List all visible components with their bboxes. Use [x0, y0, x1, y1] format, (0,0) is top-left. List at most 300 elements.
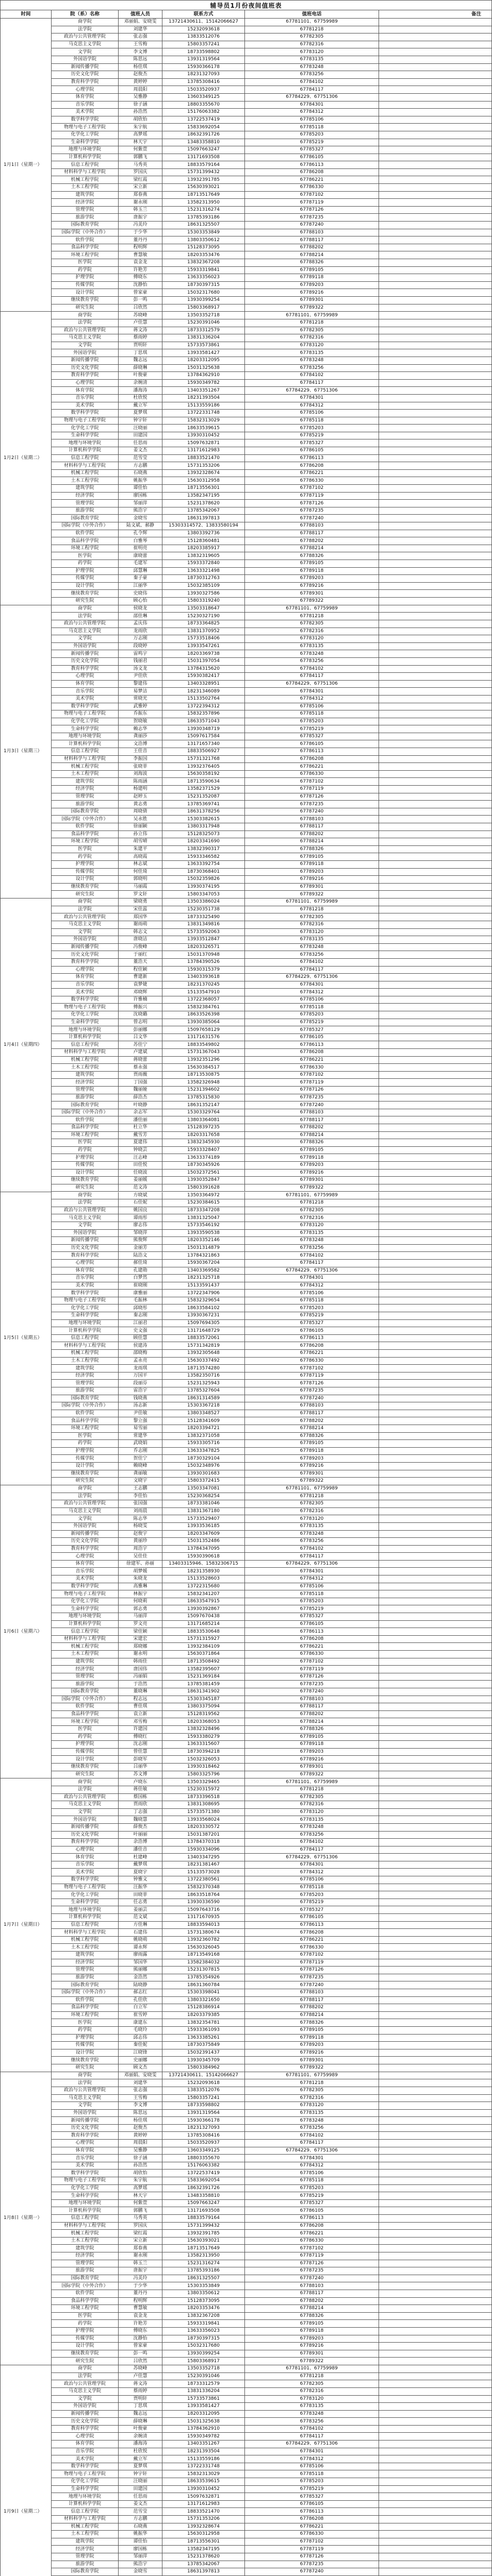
- remark-cell: [379, 86, 492, 94]
- duty-person: 金浩然: [119, 1974, 162, 1982]
- contact-number: 13483358810: [162, 2192, 245, 2200]
- duty-person: 于浩然: [119, 1681, 162, 1688]
- remark-cell: [379, 2155, 492, 2162]
- department-name: 体育学院: [52, 387, 119, 395]
- remark-cell: [379, 229, 492, 237]
- duty-phone: 67788202: [245, 1711, 379, 1719]
- contact-number: 18231327093: [162, 2125, 245, 2132]
- duty-phone: 67786221: [245, 1643, 379, 1651]
- remark-cell: [379, 1861, 492, 1869]
- remark-cell: [379, 981, 492, 989]
- duty-person: 徐丽颖: [119, 823, 162, 831]
- contact-number: 15303329764: [162, 1109, 245, 1117]
- duty-person: 沈静怡: [119, 2335, 162, 2343]
- duty-phone: 67782305: [245, 1500, 379, 1508]
- duty-phone: 67786221: [245, 1937, 379, 1944]
- contact-number: 18203385917: [162, 545, 245, 553]
- department-name: 新闻传播学院: [52, 944, 119, 952]
- duty-phone: 67789118: [245, 274, 379, 282]
- remark-cell: [379, 244, 492, 252]
- department-name: 医学院: [52, 2019, 119, 2027]
- remark-cell: [379, 1688, 492, 1696]
- table-row: [52, 1290, 492, 1297]
- duty-person: 姚晓萌: [119, 1937, 162, 1944]
- duty-phone: 67785219: [245, 432, 379, 440]
- duty-phone: 67784102: [245, 2426, 379, 2433]
- remark-cell: [379, 1433, 492, 1440]
- department-name: 护理学院: [52, 2328, 119, 2335]
- duty-phone: 67789105: [245, 1734, 379, 1741]
- contact-number: 18713530875: [162, 1072, 245, 1079]
- duty-phone: 67787102: [245, 2245, 379, 2252]
- table-row: [52, 2470, 492, 2478]
- contact-number: 13633356023: [162, 274, 245, 282]
- duty-person: 卢佳慧: [119, 2373, 162, 2381]
- remark-cell: [379, 1478, 492, 1485]
- department-name: 药学院: [52, 267, 119, 275]
- contact-number: 13403351267: [162, 2441, 245, 2448]
- contact-number: 18833579164: [162, 2215, 245, 2223]
- table-row: [52, 515, 492, 522]
- remark-cell: [379, 1816, 492, 1824]
- contact-number: 13503352718: [162, 2365, 245, 2373]
- department-name: 管理学院: [52, 1673, 119, 1681]
- duty-person: 邱志伟: [119, 2035, 162, 2042]
- remark-cell: [379, 1402, 492, 1410]
- department-name: 医学院: [52, 259, 119, 267]
- department-name: 美术学院: [52, 989, 119, 996]
- duty-person: 康晓蕾: [119, 552, 162, 560]
- table-row: [52, 2373, 492, 2381]
- contact-number: 18203326571: [162, 944, 245, 952]
- department-name: 软件学院: [52, 1116, 119, 1124]
- table-row: [52, 748, 492, 756]
- duty-person: 乔振东: [119, 710, 162, 718]
- table-row: [52, 1267, 492, 1275]
- duty-person: 薛晓琳: [119, 365, 162, 372]
- table-row: [52, 425, 492, 432]
- duty-phone: 67787102: [245, 778, 379, 786]
- remark-cell: [379, 1049, 492, 1057]
- remark-cell: [379, 289, 492, 297]
- remark-cell: [379, 921, 492, 929]
- table-row: [52, 1282, 492, 1290]
- remark-cell: [379, 1718, 492, 1726]
- department-name: 文学院: [52, 929, 119, 937]
- duty-phone: 67787126: [245, 793, 379, 801]
- duty-phone: 67786105: [245, 1327, 379, 1335]
- duty-person: 潘佳丽: [119, 1116, 162, 1124]
- contact-number: 15803357241: [162, 41, 245, 49]
- department-name: 材料科学与工程学院: [52, 1929, 119, 1937]
- duty-phone: 67786330: [245, 1651, 379, 1658]
- remark-cell: [379, 161, 492, 169]
- duty-person: 方佳琳: [119, 1922, 162, 1929]
- department-name: 信息工程学院: [52, 455, 119, 463]
- contact-number: 13582313950: [162, 199, 245, 207]
- duty-phone: 67786113: [245, 1628, 379, 1636]
- duty-phone: 67783248: [245, 944, 379, 952]
- duty-phone: 67789105: [245, 560, 379, 568]
- duty-phone: 67786330: [245, 184, 379, 192]
- duty-person: 刘海波: [119, 771, 162, 778]
- department-name: 经济学院: [52, 1372, 119, 1380]
- contact-number: 18203353476: [162, 2305, 245, 2313]
- duty-phone: 67789118: [245, 2328, 379, 2335]
- table-row: [52, 1794, 492, 1802]
- remark-cell: [379, 1658, 492, 1666]
- duty-phone: 67784229、67751306: [245, 1561, 379, 1568]
- remark-cell: [379, 2192, 492, 2200]
- contact-number: 13930310452: [162, 432, 245, 440]
- table-row: [52, 2185, 492, 2193]
- remark-cell: [379, 1342, 492, 1350]
- remark-cell: [379, 1681, 492, 1688]
- table-row: [52, 2035, 492, 2042]
- duty-person: 石晓燕: [119, 2523, 162, 2531]
- department-name: 旅游学院: [52, 2267, 119, 2275]
- department-name: 软件学院: [52, 530, 119, 538]
- contact-number: 13930327586: [162, 590, 245, 598]
- duty-phone: 67784229、67751306: [245, 2147, 379, 2155]
- department-name: 设计学院: [52, 289, 119, 297]
- contact-number: 13930348719: [162, 725, 245, 733]
- department-name: 地理与环境学院: [52, 146, 119, 154]
- table-row: [52, 1011, 492, 1019]
- duty-person: 林振宇: [119, 1590, 162, 1598]
- table-row: [52, 1628, 492, 1636]
- duty-person: 徐子涵: [119, 101, 162, 109]
- contact-number: 13503318647: [162, 605, 245, 613]
- remark-cell: [379, 1455, 492, 1463]
- duty-person: 彭丽娜: [119, 1026, 162, 1034]
- table-row: [52, 1734, 492, 1741]
- day-block: [0, 1192, 492, 1485]
- table-row: [52, 2170, 492, 2177]
- day-block: [0, 605, 492, 899]
- remark-cell: [379, 1959, 492, 1967]
- duty-person: 于少华: [119, 229, 162, 237]
- department-name: 继续教育学院: [52, 297, 119, 304]
- duty-phone: 67787119: [245, 2252, 379, 2260]
- department-name: 土木工程学院: [52, 771, 119, 778]
- department-name: 研究生院: [52, 2358, 119, 2365]
- contact-number: 15803372415: [162, 1478, 245, 1485]
- department-name: 药学院: [52, 853, 119, 861]
- remark-cell: [379, 808, 492, 816]
- table-row: [52, 139, 492, 147]
- contact-number: 13784370318: [162, 1839, 245, 1846]
- duty-person: 龙雨琪: [119, 1365, 162, 1372]
- table-row: [52, 319, 492, 327]
- duty-person: 白立军: [119, 2004, 162, 2012]
- remark-cell: [379, 2252, 492, 2260]
- duty-person: 朱建平: [119, 846, 162, 854]
- contact-number: 15232093618: [162, 2079, 245, 2087]
- department-name: 机械工程学院: [52, 176, 119, 184]
- table-row: [52, 236, 492, 244]
- remark-cell: [379, 1072, 492, 1079]
- remark-cell: [379, 357, 492, 365]
- table-row: [52, 725, 492, 733]
- duty-phone: 67786208: [245, 169, 379, 177]
- remark-cell: [379, 2282, 492, 2290]
- table-row: [52, 2132, 492, 2140]
- department-name: 体育学院: [52, 974, 119, 981]
- duty-person: 曾家豪: [119, 289, 162, 297]
- duty-phone: 67788117: [245, 1703, 379, 1711]
- department-name: 药学院: [52, 1440, 119, 1448]
- contact-number: 13803317948: [162, 823, 245, 831]
- remark-cell: [379, 79, 492, 87]
- contact-number: 13930399254: [162, 2350, 245, 2358]
- duty-person: 魏晓慧: [119, 1816, 162, 1824]
- table-row: [52, 1696, 492, 1704]
- remark-cell: [379, 1711, 492, 1719]
- contact-number: 15832341207: [162, 1590, 245, 1598]
- department-name: 环境工程学院: [52, 545, 119, 553]
- department-name: 历史文化学院: [52, 951, 119, 959]
- duty-person: 熊俊辉: [119, 1237, 162, 1245]
- department-name: 信息工程学院: [52, 1922, 119, 1929]
- contact-number: 13933581427: [162, 2403, 245, 2411]
- department-name: 法学院: [52, 906, 119, 914]
- department-name: 心理学院: [52, 2140, 119, 2147]
- remark-cell: [379, 184, 492, 192]
- duty-person: 张志强: [119, 2087, 162, 2095]
- duty-person: 唐振宇: [119, 214, 162, 222]
- remark-cell: [379, 1417, 492, 1425]
- remark-cell: [379, 1643, 492, 1651]
- contact-number: 13932328674: [162, 2523, 245, 2531]
- remark-cell: [379, 740, 492, 748]
- department-name: 外国语学院: [52, 1230, 119, 1238]
- contact-number: 15733571380: [162, 1809, 245, 1817]
- duty-person: 黄丽珍: [119, 1538, 162, 1546]
- table-row: [52, 146, 492, 154]
- duty-phone: 67784229、67751306: [245, 681, 379, 688]
- department-name: 新闻传播学院: [52, 650, 119, 658]
- contact-number: 15033520937: [162, 2140, 245, 2147]
- department-name: 地理与环境学院: [52, 1320, 119, 1328]
- duty-phone: 67781218: [245, 1786, 379, 1794]
- table-row: [52, 1207, 492, 1215]
- table-row: [52, 1342, 492, 1350]
- department-name: 计算机科学学院: [52, 1034, 119, 1042]
- duty-phone: 67788214: [245, 2305, 379, 2313]
- remark-cell: [379, 334, 492, 342]
- table-row: [52, 2275, 492, 2283]
- department-name: 护理学院: [52, 274, 119, 282]
- table-row: [52, 1944, 492, 1952]
- duty-person: 郑春燕: [119, 192, 162, 199]
- contact-number: 15630371864: [162, 1651, 245, 1658]
- duty-phone: 67788214: [245, 2012, 379, 2020]
- duty-phone: 67783256: [245, 2125, 379, 2132]
- duty-person: 白雅琴: [119, 537, 162, 545]
- table-row: [52, 793, 492, 801]
- duty-phone: 67787235: [245, 507, 379, 515]
- remark-cell: [379, 936, 492, 944]
- table-row: [52, 2501, 492, 2509]
- contact-number: 18203312095: [162, 357, 245, 365]
- contact-number: 15832313029: [162, 417, 245, 425]
- duty-person: 谢永刚: [119, 199, 162, 207]
- department-name: 美术学院: [52, 696, 119, 703]
- contact-number: 13785369741: [162, 801, 245, 808]
- department-name: 体育学院: [52, 2441, 119, 2448]
- department-name: 心理学院: [52, 1260, 119, 1267]
- remark-cell: [379, 1297, 492, 1305]
- remark-cell: [379, 2147, 492, 2155]
- table-row: [52, 2019, 492, 2027]
- duty-phone: 67787235: [245, 1974, 379, 1982]
- duty-person: 沈晓璐: [119, 1011, 162, 1019]
- duty-person: 段晓婷: [119, 643, 162, 651]
- duty-person: 贾雨欣: [119, 1801, 162, 1809]
- contact-number: 15097663247: [162, 2200, 245, 2208]
- department-name: 信息工程学院: [52, 2215, 119, 2223]
- table-row: [52, 1485, 492, 1493]
- duty-phone: 67786208: [245, 1049, 379, 1057]
- department-name: 化学化工学院: [52, 1304, 119, 1312]
- contact-number: 18203330572: [162, 1824, 245, 1832]
- duty-person: 夏建伟: [119, 1139, 162, 1147]
- department-name: 政治与公共管理学院: [52, 2380, 119, 2388]
- duty-person: 唐振宇: [119, 2267, 162, 2275]
- table-row: [52, 2290, 492, 2298]
- table-row: [52, 1538, 492, 1546]
- table-row: [52, 831, 492, 839]
- duty-phone: 67785219: [245, 725, 379, 733]
- table-row: [52, 1049, 492, 1057]
- table-row: [52, 605, 492, 613]
- duty-person: 彭晓军: [119, 1756, 162, 1764]
- table-row: [52, 116, 492, 124]
- duty-phone: 67787235: [245, 1387, 379, 1395]
- duty-phone: 67786208: [245, 1929, 379, 1937]
- duty-phone: 67787119: [245, 786, 379, 793]
- department-name: 机械工程学院: [52, 1057, 119, 1064]
- contact-number: 15733529407: [162, 1515, 245, 1523]
- duty-phone: 67785106: [245, 996, 379, 1004]
- remark-cell: [379, 1087, 492, 1094]
- department-name: 食品科学学院: [52, 244, 119, 252]
- duty-person: 苏晓峰: [119, 312, 162, 319]
- department-name: 教育科学学院: [52, 666, 119, 673]
- remark-cell: [379, 342, 492, 350]
- remark-cell: [379, 1260, 492, 1267]
- duty-person: 吕欣然: [119, 2358, 162, 2365]
- table-row: [52, 598, 492, 605]
- department-name: 教育科学学院: [52, 79, 119, 87]
- department-name: 国际教育学院: [52, 222, 119, 229]
- table-row: [52, 1891, 492, 1899]
- duty-person: 雷鸣宇: [119, 650, 162, 658]
- table-row: [52, 365, 492, 372]
- table-row: [52, 537, 492, 545]
- table-row: [52, 778, 492, 786]
- duty-phone: 67783256: [245, 71, 379, 79]
- department-name: 马克思主义学院: [52, 2095, 119, 2103]
- duty-phone: 67789105: [245, 2027, 379, 2035]
- department-name: 医学院: [52, 1726, 119, 1734]
- duty-phone: 67788103: [245, 1402, 379, 1410]
- duty-person: 郭晓明: [119, 876, 162, 884]
- contact-number: 18730375849: [162, 2042, 245, 2049]
- duty-phone: 67787126: [245, 1967, 379, 1974]
- duty-person: 戴梦琪: [119, 1861, 162, 1869]
- contact-number: 13933512847: [162, 936, 245, 944]
- department-name: 传媒学院: [52, 282, 119, 290]
- remark-cell: [379, 1057, 492, 1064]
- remark-cell: [379, 1778, 492, 1786]
- contact-number: 13171693508: [162, 154, 245, 162]
- remark-cell: [379, 2177, 492, 2185]
- remark-cell: [379, 1026, 492, 1034]
- department-name: 土木工程学院: [52, 2238, 119, 2245]
- department-name: 法学院: [52, 2373, 119, 2381]
- table-row: [52, 2095, 492, 2103]
- table-row: [52, 2245, 492, 2252]
- table-row: [52, 1372, 492, 1380]
- table-row: [52, 477, 492, 485]
- contact-number: 15833692054: [162, 2177, 245, 2185]
- table-row: [52, 1079, 492, 1087]
- remark-cell: [379, 1531, 492, 1538]
- table-title: 辅导员1月份夜间值班表: [0, 0, 492, 10]
- remark-cell: [379, 1741, 492, 1749]
- duty-person: 高梦瑶: [119, 2185, 162, 2193]
- duty-phone: 67788326: [245, 1726, 379, 1734]
- table-row: [52, 771, 492, 778]
- remark-cell: [379, 2501, 492, 2509]
- remark-cell: [379, 297, 492, 304]
- table-row: [52, 1237, 492, 1245]
- duty-phone: 67786113: [245, 455, 379, 463]
- duty-person: 徐子涵: [119, 2155, 162, 2162]
- remark-cell: [379, 1162, 492, 1170]
- department-name: 研究生院: [52, 2064, 119, 2072]
- contact-number: 18833594013: [162, 1922, 245, 1929]
- table-row: [52, 643, 492, 651]
- department-name: 建筑学院: [52, 1365, 119, 1372]
- contact-number: 15097632871: [162, 2493, 245, 2501]
- contact-number: 15930366178: [162, 2117, 245, 2125]
- department-name: 音乐学院: [52, 688, 119, 696]
- duty-person: 冯美玲: [119, 222, 162, 229]
- table-row: [52, 1508, 492, 1516]
- remark-cell: [379, 1387, 492, 1395]
- table-row: [52, 1064, 492, 1072]
- duty-phone: 67789322: [245, 1478, 379, 1485]
- duty-person: 董浩天: [119, 959, 162, 967]
- remark-cell: [379, 2170, 492, 2177]
- table-row: [52, 169, 492, 177]
- duty-phone: 67785327: [245, 2200, 379, 2208]
- remark-cell: [379, 635, 492, 643]
- header-time: 时间: [0, 10, 52, 19]
- duty-phone: 67782316: [245, 334, 379, 342]
- department-name: 新闻传播学院: [52, 1824, 119, 1832]
- duty-person: 贾明轩: [119, 342, 162, 350]
- duty-phone: 67786105: [245, 2501, 379, 2509]
- duty-phone: 67788117: [245, 1410, 379, 1418]
- duty-phone: 67782305: [245, 2087, 379, 2095]
- day-rows: [52, 312, 492, 605]
- department-name: 信息工程学院: [52, 2508, 119, 2516]
- contact-number: 15230327190: [162, 613, 245, 620]
